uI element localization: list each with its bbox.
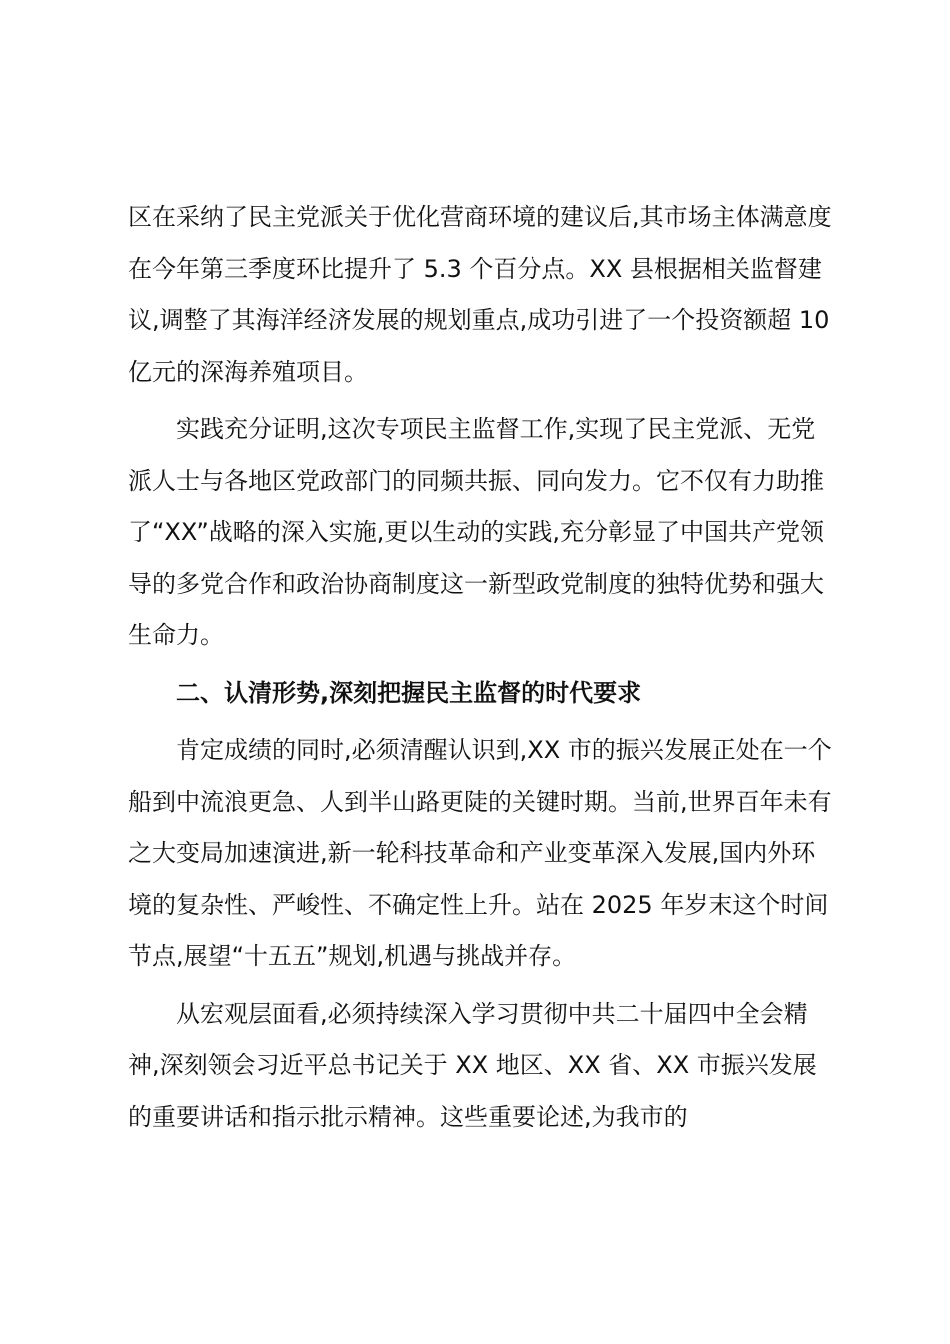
paragraph-2: 实践充分证明,这次专项民主监督工作,实现了民主党派、无党派人士与各地区党政部门的同频共振、同向发力。它不仅有力助推了“XX”战略的深入实施,更以生动的实践,充分彰显了中国共产党领导的多党合作和政治协商制度这一新型政党制度的独特优势和强大生命力。 [128, 415, 825, 649]
section-heading: 二、认清形势,深刻把握民主监督的时代要求 [176, 678, 642, 707]
paragraph-4: 从宏观层面看,必须持续深入学习贯彻中共二十届四中全会精神,深刻领会习近平总书记关于 XX 地区、XX 省、XX 市振兴发展的重要讲话和指示批示精神。这些重要论述,为我市的 [128, 999, 817, 1131]
paragraph-1: 区在采纳了民主党派关于优化营商环境的建议后,其市场主体满意度在今年第三季度环比提升了 5.3 个百分点。XX 县根据相关监督建议,调整了其海洋经济发展的规划重点,成功引进了一个投资额超 10 亿元的深海养殖项目。 [128, 203, 832, 386]
paragraph-3: 肯定成绩的同时,必须清醒认识到,XX 市的振兴发展正处在一个船到中流浪更急、人到半山路更陡的关键时期。当前,世界百年未有之大变局加速演进,新一轮科技革命和产业变革深入发展,国内外环境的复杂性、严峻性、不确定性上升。站在 2025 年岁末这个时间节点,展望“十五五”规划,机遇与挑战并存。 [128, 736, 832, 970]
document-body [128, 192, 838, 1149]
